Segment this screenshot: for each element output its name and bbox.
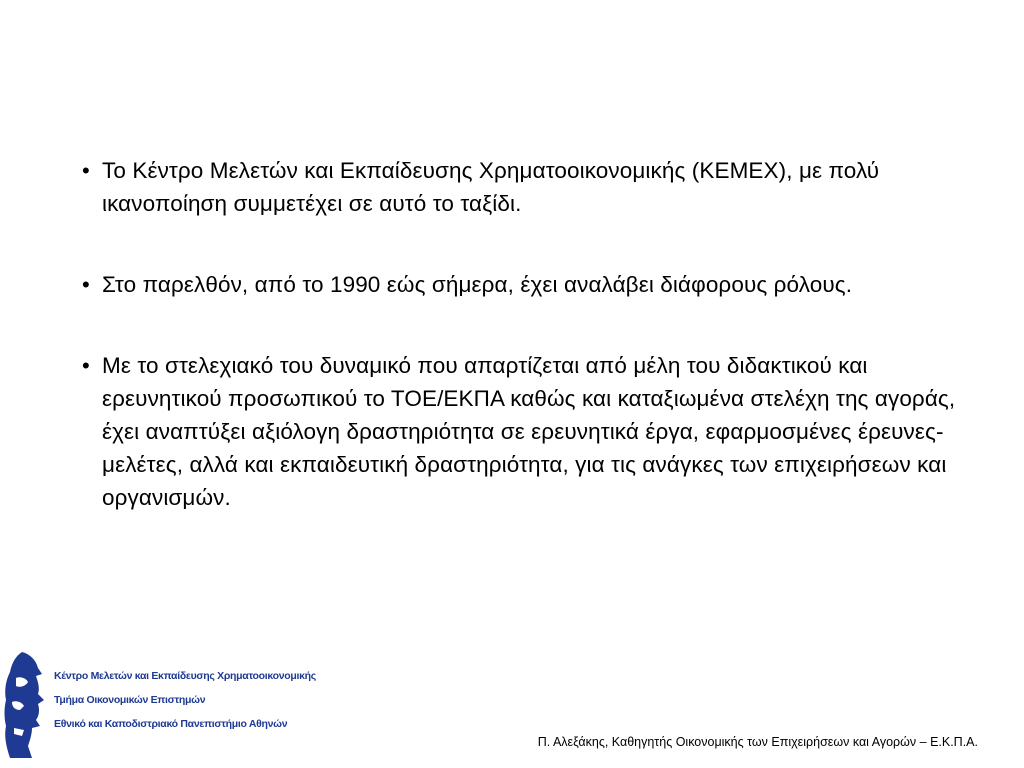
- bullet-marker: •: [82, 353, 90, 378]
- footer-institution: [54, 664, 316, 736]
- institution-line: Κέντρο Μελετών και Εκπαίδευσης Χρηματοοικονομικής: [54, 670, 316, 682]
- bullet-item: [82, 268, 982, 301]
- bullet-text: Με το στελεχιακό του δυναμικό που απαρτίζεται από μέλη του διδακτικού και ερευνητικού προσωπικού το ΤΟΕ/ΕΚΠΑ καθώς και καταξιωμένα στελέχη της αγοράς, έχει αναπτύξει αξιόλογη δραστηριότητα σε ερευνητικά έργα, εφαρμοσμένες έρευνες-μελέτες, αλλά και εκπαιδευτική δραστηριότητα, για τις ανάγκες των επιχειρήσεων και οργανισμών.: [102, 353, 956, 510]
- footer-credit: Π. Αλεξάκης, Καθηγητής Οικονομικής των Επιχειρήσεων και Αγορών – Ε.Κ.Π.Α.: [537, 735, 978, 749]
- institution-line: Τμήμα Οικονομικών Επιστημών: [54, 694, 206, 706]
- bullet-marker: •: [82, 272, 90, 297]
- bullet-text: Το Κέντρο Μελετών και Εκπαίδευσης Χρηματοοικονομικής (ΚΕΜΕΧ), με πολύ ικανοποίηση συμμετέχει σε αυτό το ταξίδι.: [102, 158, 880, 216]
- bullet-text: Στο παρελθόν, από το 1990 εώς σήμερα, έχει αναλάβει διάφορους ρόλους.: [102, 272, 853, 297]
- institution-line: Εθνικό και Καποδιστριακό Πανεπιστήμιο Αθηνών: [54, 718, 288, 730]
- bullet-item: [82, 154, 982, 220]
- athena-head-logo-icon: [2, 650, 46, 760]
- slide-body: [82, 154, 982, 514]
- bullet-item: [82, 349, 982, 514]
- bullet-marker: •: [82, 158, 90, 183]
